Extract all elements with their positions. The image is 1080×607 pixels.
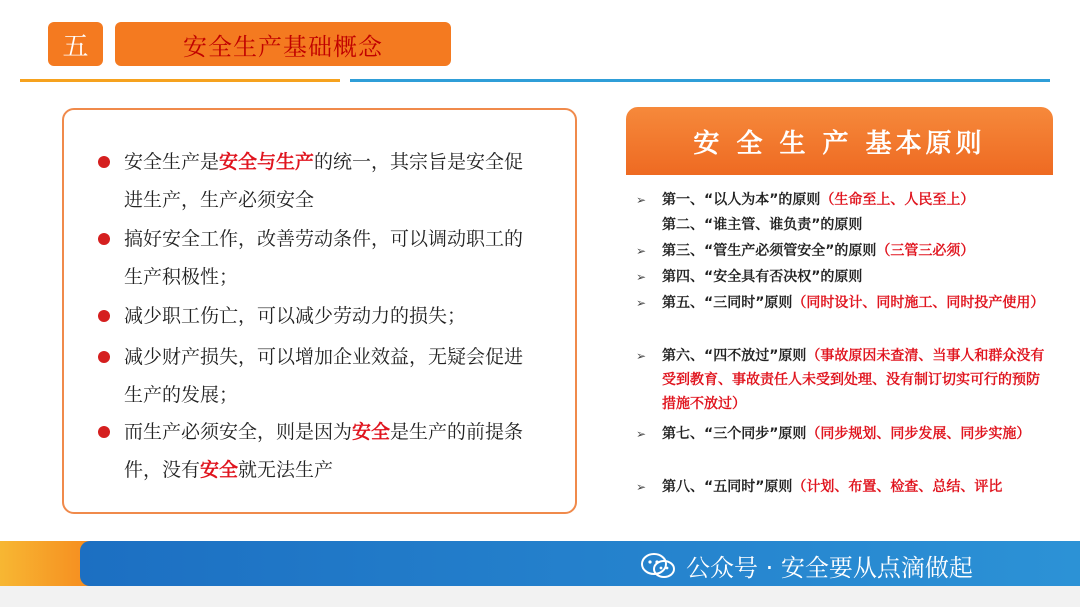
arrow-bullet-icon: ➢: [636, 349, 647, 363]
arrow-bullet-icon: ➢: [636, 193, 647, 207]
watermark-text: 公众号 · 安全要从点滴做起: [686, 553, 973, 582]
concept-bullet-1: [98, 143, 538, 219]
principle-4: ➢ 第四、“安全具有否决权”的原则: [636, 265, 1046, 289]
bullet-dot-icon: [98, 351, 110, 363]
arrow-bullet-icon: ➢: [636, 244, 647, 258]
section-number-badge: [48, 22, 103, 66]
principle-6: ➢ 第六、“四不放过”原则（事故原因未查清、当事人和群众没有受到教育、事故责任人未受到处理、没有制订切实可行的预防措施不放过）: [636, 344, 1046, 416]
bullet-dot-icon: [98, 156, 110, 168]
concept-bullet-3: [98, 297, 538, 335]
concept-box: [62, 108, 577, 514]
principle-1: ➢ 第一、“以人为本”的原则（生命至上、人民至上）: [636, 188, 1046, 212]
section-number: 五: [62, 31, 89, 62]
bullet-dot-icon: [98, 310, 110, 322]
principle-8: ➢ 第八、“五同时”原则（计划、布置、检查、总结、评比: [636, 475, 1046, 499]
bullet-text: 而生产必须安全，则是因为安全是生产的前提条件，没有安全就无法生产: [124, 421, 524, 481]
watermark: [640, 547, 973, 583]
arrow-bullet-icon: ➢: [636, 296, 647, 310]
principle-7: ➢ 第七、“三个同步”原则（同步规划、同步发展、同步实施）: [636, 422, 1046, 446]
principles-header: [626, 107, 1053, 175]
principle-3: ➢ 第三、“管生产必须管安全”的原则（三管三必须）: [636, 239, 1046, 263]
concept-bullet-4: [98, 338, 538, 414]
principle-2: 第二、“谁主管、谁负责”的原则: [662, 217, 863, 233]
wechat-icon: [640, 552, 676, 578]
concept-bullet-5: [98, 413, 538, 489]
bullet-text: 安全生产是安全与生产的统一，其宗旨是安全促进生产，生产必须安全: [124, 151, 524, 211]
principle-5: ➢ 第五、“三同时”原则（同时设计、同时施工、同时投产使用）: [636, 291, 1046, 315]
bullet-text: 搞好安全工作，改善劳动条件，可以调动职工的生产积极性；: [124, 228, 524, 288]
header-divider-orange: [20, 79, 340, 82]
page-title: 安全生产基础概念: [183, 32, 383, 61]
principles-title: 安 全 生 产 基本原则: [693, 128, 986, 159]
concept-bullet-2: [98, 220, 538, 296]
arrow-bullet-icon: ➢: [636, 427, 647, 441]
bullet-text: 减少财产损失，可以增加企业效益，无疑会促进生产的发展；: [124, 346, 524, 406]
page-title-bar: [115, 22, 451, 66]
arrow-bullet-icon: ➢: [636, 480, 647, 494]
header-divider-blue: [350, 79, 1050, 82]
arrow-bullet-icon: ➢: [636, 270, 647, 284]
footer-strip: [0, 586, 1080, 607]
bullet-dot-icon: [98, 233, 110, 245]
bullet-dot-icon: [98, 426, 110, 438]
bullet-text: 减少职工伤亡，可以减少劳动力的损失；: [124, 305, 467, 327]
